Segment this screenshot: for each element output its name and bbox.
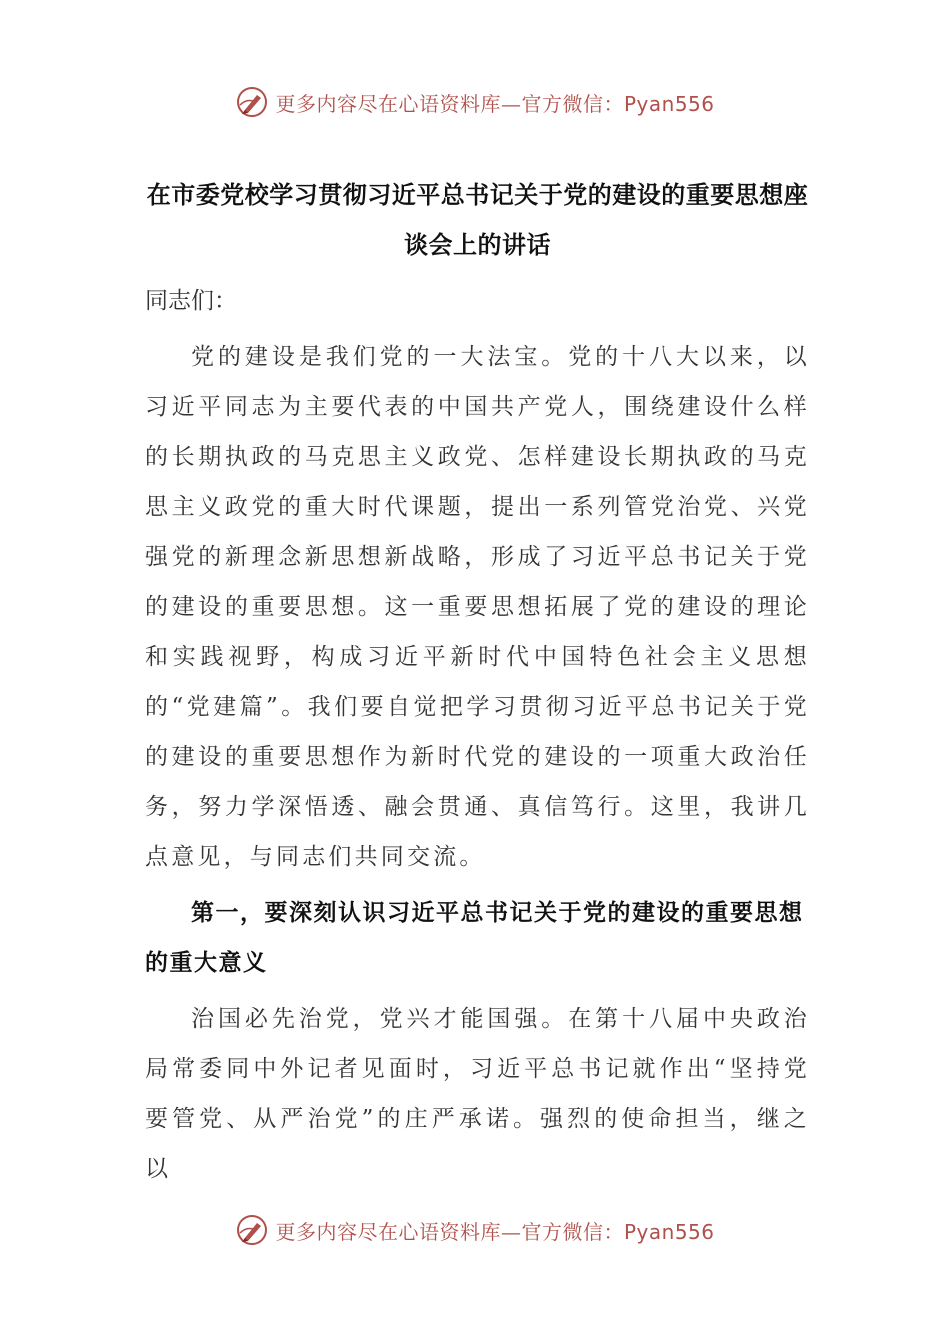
document-title: 在市委党校学习贯彻习近平总书记关于党的建设的重要思想座谈会上的讲话 [146,181,809,259]
document-body [145,170,810,1194]
pen-nib-logo-icon [235,1213,269,1247]
paragraph-1: 党的建设是我们党的一大法宝。党的十八大以来，以习近平同志为主要代表的中国共产党人，围绕建设什么样的长期执政的马克思主义政党、怎样建设长期执政的马克思主义政党的重大时代课题，提出一系列管党治党、兴党强党的新理念新思想新战略，形成了习近平总书记关于党的建设的重要思想。这一重要思想拓展了党的建设的理论和实践视野，构成习近平新时代中国特色社会主义思想的“党建篇”。我们要自觉把学习贯彻习近平总书记关于党的建设的重要思想作为新时代党的建设的一项重大政治任务，努力学深悟透、融会贯通、真信笃行。这里，我讲几点意见，与同志们共同交流。 [145,344,810,870]
watermark-text [275,88,714,117]
paragraph-2: 治国必先治党，党兴才能国强。在第十八届中央政治局常委同中外记者见面时，习近平总书记就作出“坚持党要管党、从严治党”的庄严承诺。强烈的使命担当，继之以 [145,1006,810,1182]
section-heading-1: 第一，要深刻认识习近平总书记关于党的建设的重要思想的重大意义 [145,900,804,976]
pen-nib-logo-icon [235,85,269,119]
watermark-banner-top [0,82,950,122]
watermark-text [275,1216,714,1245]
salutation: 同志们： [145,288,237,314]
watermark-banner-bottom [0,1210,950,1250]
watermark-label: 更多内容尽在心语资料库—官方微信： [275,1219,624,1244]
watermark-label: 更多内容尽在心语资料库—官方微信： [275,91,624,116]
watermark-wechat-id: Pyan556 [623,91,715,116]
watermark-wechat-id: Pyan556 [623,1219,715,1244]
